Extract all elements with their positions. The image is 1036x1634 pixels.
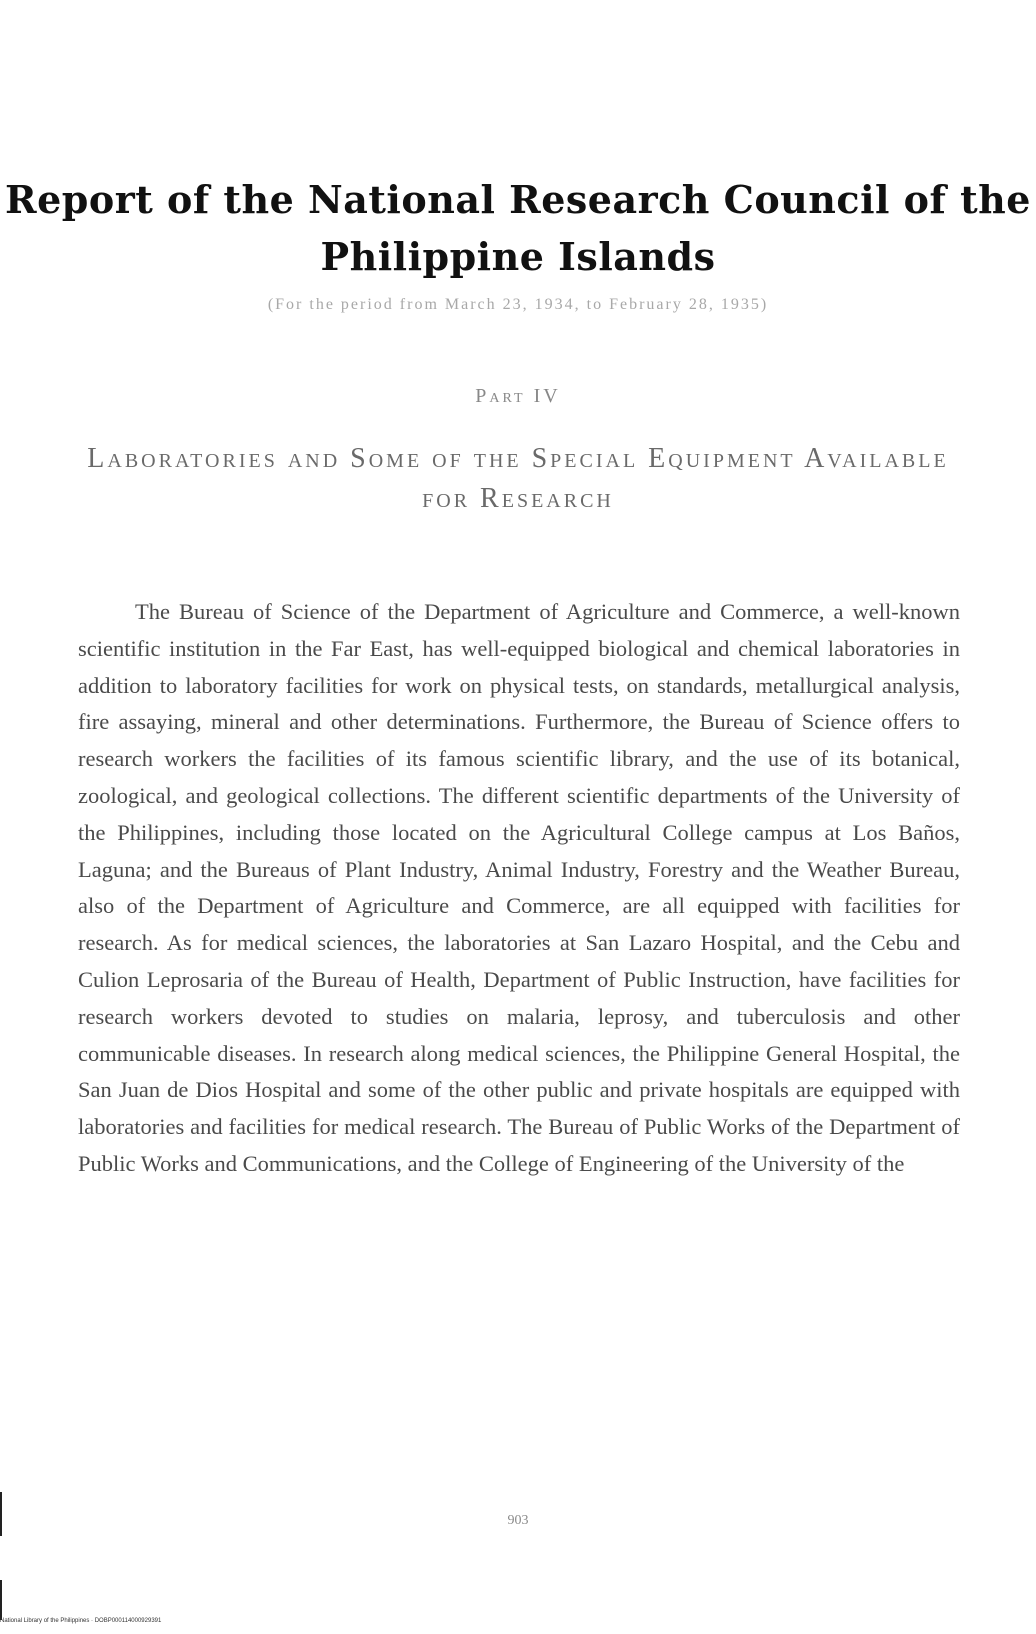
report-period: (For the period from March 23, 1934, to February 28, 1935) [267,296,769,313]
scan-edge-mark [0,1580,2,1620]
section-heading: Laboratories and Some of the Special Equipment Available for Research [87,443,949,514]
page-number: 903 [507,1513,529,1528]
report-title-line-1: Report of the National Research Council of the [5,177,1031,222]
scan-edge-mark [0,1492,2,1536]
body-paragraph: The Bureau of Science of the Department of Agriculture and Commerce, a well-known scientific institution in the Far East, has well-equipped biological and chemical laboratories in addition to laboratory facilities for work on physical tests, on standards, metallurgical analysis, fire assaying, mineral and other determinations. Furthermore, the Bureau of Science offers to research workers the facilities of its famous scientific library, and the use of its botanical, zoological, and geological collections. The different scientific departments of the University of the Philippines, including those located on the Agricultural College campus at Los Baños, Laguna; and the Bureaus of Plant Industry, Animal Industry, Forestry and the Weather Bureau, also of the Department of Agriculture and Commerce, are all equipped with facilities for research. As for medical sciences, the laboratories at San Lazaro Hospital, and the Cebu and Culion Leprosaria of the Bureau of Health, Department of Public Instruction, have facilities for research workers devoted to studies on malaria, leprosy, and tuberculosis and other communicable diseases. In research along medical sciences, the Philippine General Hospital, the San Juan de Dios Hospital and some of the other public and private hospitals are equipped with laboratories and facilities for medical research. The Bureau of Public Works of the Department of Public Works and Communications, and the College of Engineering of the University of the [78,599,960,1176]
scan-footer: National Library of the Philippines · DOBP000114000929391 [0,1618,162,1624]
part-label: Part IV [475,385,561,407]
report-title-line-2: Philippine Islands [320,234,716,279]
